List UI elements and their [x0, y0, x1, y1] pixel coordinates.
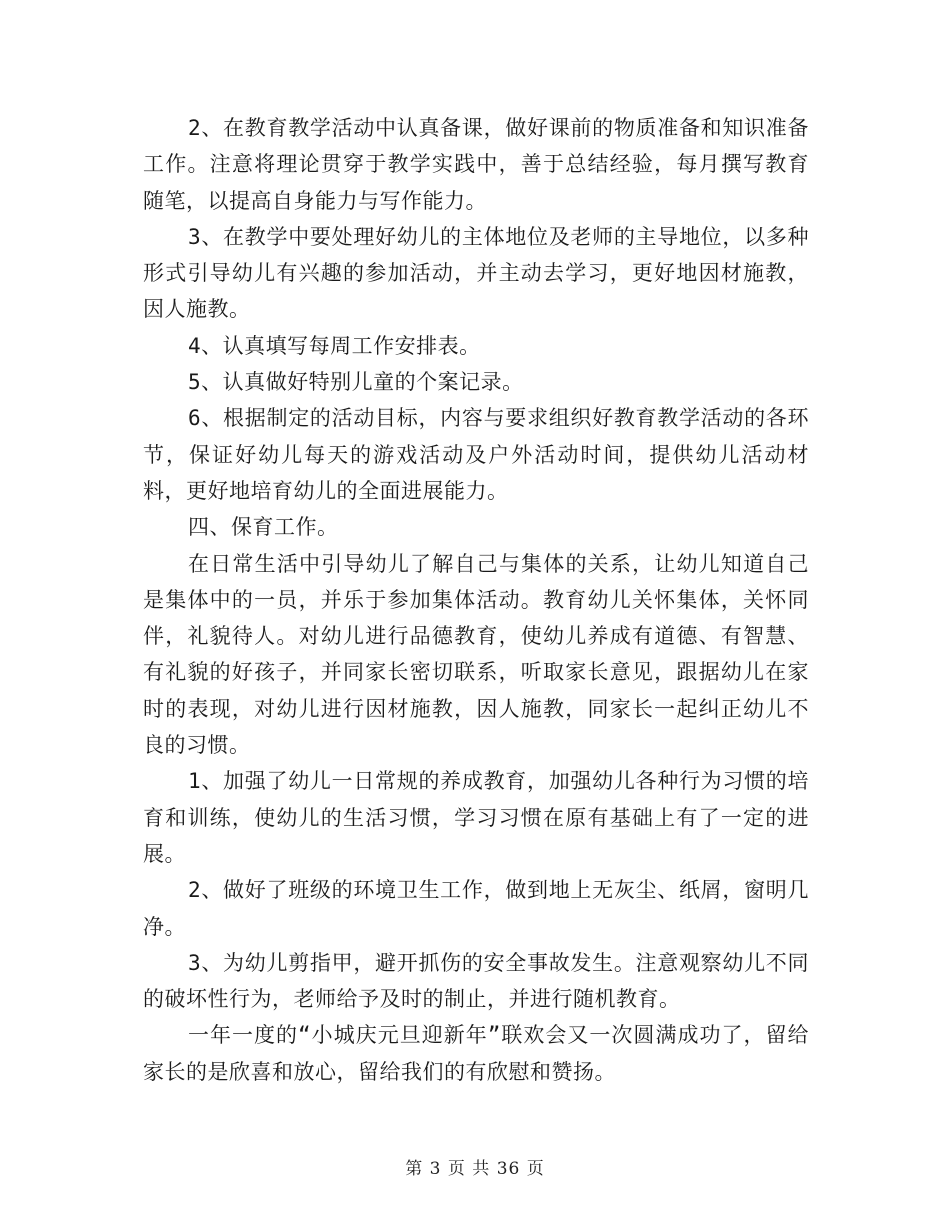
- paragraph-1: 2、在教育教学活动中认真备课，做好课前的物质准备和知识准备工作。注意将理论贯穿于教学实践中，善于总结经验，每月撰写教育随笔，以提高自身能力与写作能力。: [143, 116, 809, 213]
- paragraph-5: 6、根据制定的活动目标，内容与要求组织好教育教学活动的各环节，保证好幼儿每天的游戏活动及户外活动时间，提供幼儿活动材料，更好地培育幼儿的全面进展能力。: [143, 406, 809, 503]
- paragraph-6: 在日常生活中引导幼儿了解自己与集体的关系，让幼儿知道自己是集体中的一员，并乐于参加集体活动。教育幼儿关怀集体，关怀同伴，礼貌待人。对幼儿进行品德教育，使幼儿养成有道德、有智慧、有礼貌的好孩子，并同家长密切联系，听取家长意见，跟据幼儿在家时的表现，对幼儿进行因材施教，因人施教，同家长一起纠正幼儿不良的习惯。: [143, 551, 809, 758]
- section-heading: 四、保育工作。: [188, 515, 339, 540]
- paragraph-9: 3、为幼儿剪指甲，避开抓伤的安全事故发生。注意观察幼儿不同的破坏性行为，老师给予及时的制止，并进行随机教育。: [143, 950, 809, 1012]
- page-number-footer: 第 3 页 共 36 页: [405, 1159, 545, 1179]
- paragraph-10: 一年一度的“小城庆元旦迎新年”联欢会又一次圆满成功了，留给家长的是欣喜和放心，留给我们的有欣慰和赞扬。: [143, 1023, 809, 1084]
- paragraph-4: 5、认真做好特别儿童的个案记录。: [188, 370, 524, 395]
- document-body: [143, 110, 809, 1090]
- paragraph-2: 3、在教学中要处理好幼儿的主体地位及老师的主导地位，以多种形式引导幼儿有兴趣的参加活动，并主动去学习，更好地因材施教，因人施教。: [143, 224, 809, 322]
- paragraph-7: 1、加强了幼儿一日常规的养成教育，加强幼儿各种行为习惯的培育和训练，使幼儿的生活习惯，学习习惯在原有基础上有了一定的进展。: [143, 769, 809, 866]
- paragraph-3: 4、认真填写每周工作安排表。: [188, 333, 481, 358]
- paragraph-8: 2、做好了班级的环境卫生工作，做到地上无灰尘、纸屑，窗明几净。: [143, 878, 809, 939]
